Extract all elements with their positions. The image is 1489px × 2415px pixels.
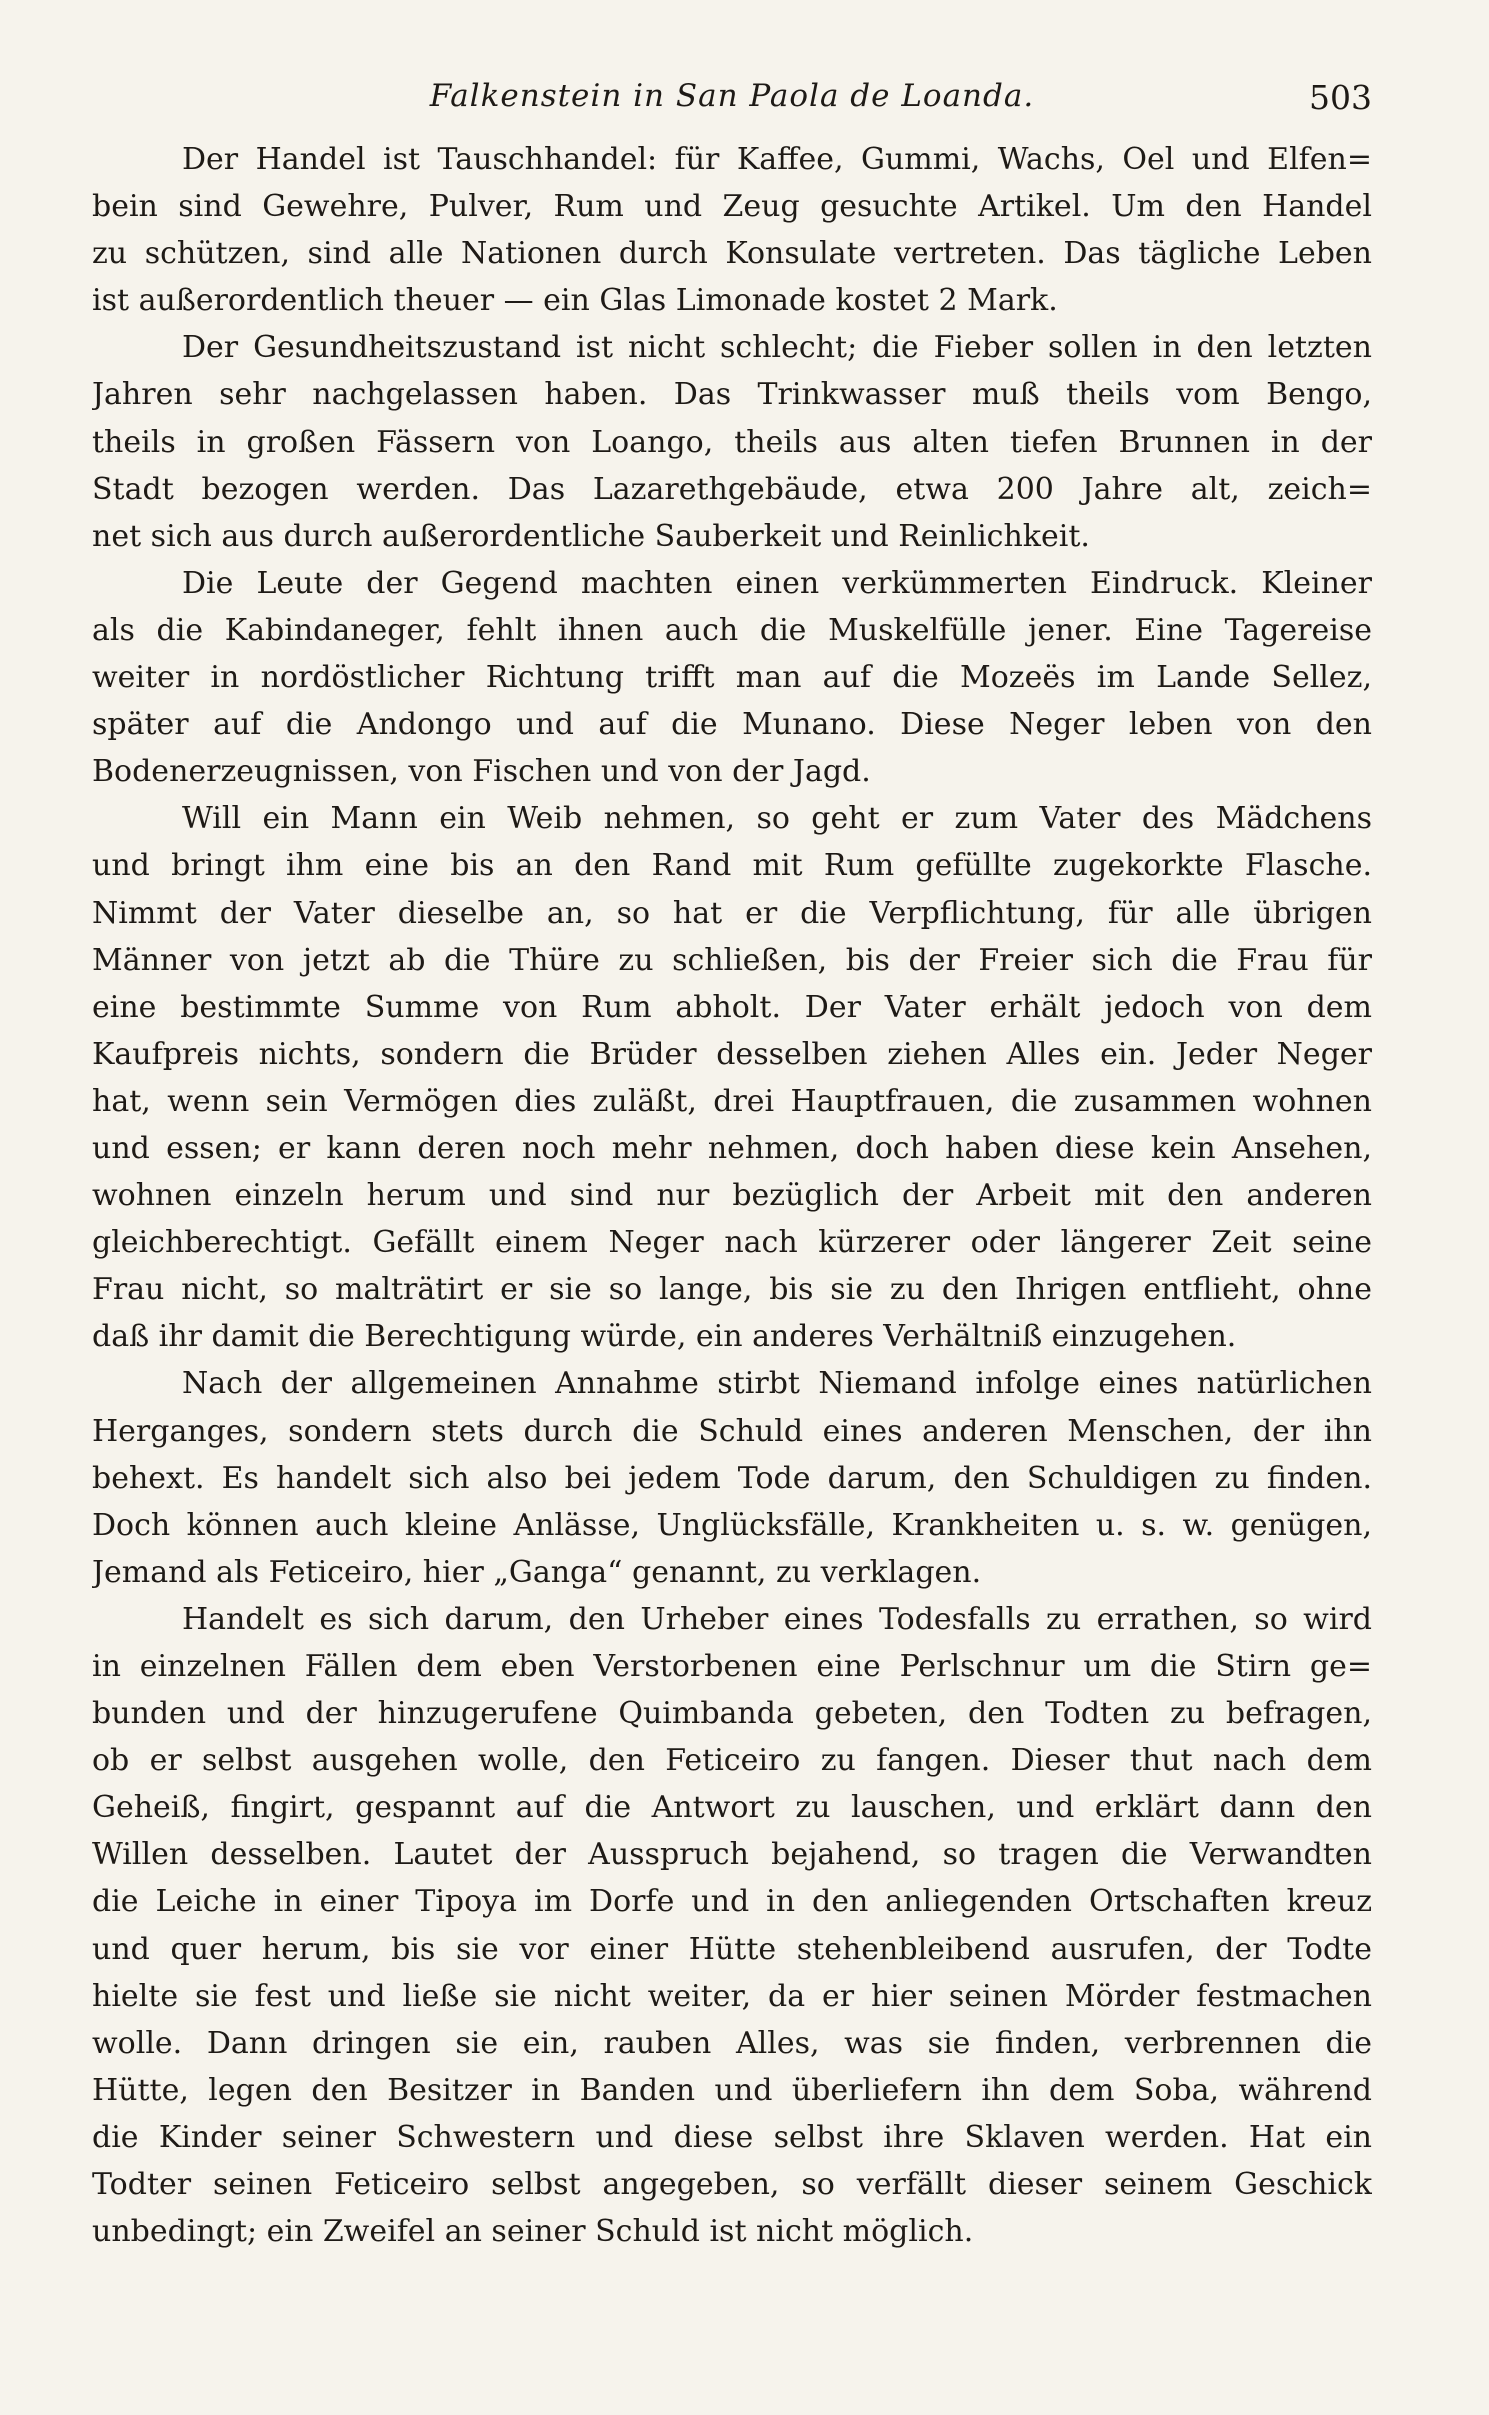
text-line: Die Leute der Gegend machten einen verkümmerten Eindruck. Kleiner: [182, 565, 1372, 601]
text-line: gleichberechtigt. Gefällt einem Neger nach kürzerer oder längerer Zeit seine: [92, 1225, 1372, 1261]
text-line: wohnen einzeln herum und sind nur bezüglich der Arbeit mit den anderen: [92, 1178, 1372, 1214]
text-line: Kaufpreis nichts, sondern die Brüder desselben ziehen Alles ein. Jeder Neger: [92, 1036, 1372, 1072]
text-line: später auf die Andongo und auf die Munano. Diese Neger leben von den: [92, 707, 1372, 743]
page-number: 503: [1309, 78, 1372, 117]
text-line: Jemand als Feticeiro, hier „Ganga“ genannt, zu verklagen.: [92, 1554, 982, 1590]
text-line: Frau nicht, so malträtirt er sie so lange, bis sie zu den Ihrigen entflieht, ohne: [92, 1272, 1372, 1308]
text-line: die Leiche in einer Tipoya im Dorfe und in den anliegenden Ortschaften kreuz: [92, 1884, 1372, 1920]
text-line: und essen; er kann deren noch mehr nehmen, doch haben diese kein Ansehen,: [92, 1130, 1372, 1166]
text-line: bunden und der hinzugerufene Quimbanda gebeten, den Todten zu befragen,: [92, 1696, 1372, 1732]
text-line: net sich aus durch außerordentliche Sauberkeit und Reinlichkeit.: [92, 518, 1090, 554]
text-line: Männer von jetzt ab die Thüre zu schließen, bis der Freier sich die Frau für: [92, 942, 1372, 978]
text-line: theils in großen Fässern von Loango, theils aus alten tiefen Brunnen in der: [92, 424, 1372, 460]
text-line: Hütte, legen den Besitzer in Banden und überliefern ihn dem Soba, während: [92, 2072, 1372, 2108]
running-head: [92, 78, 1372, 128]
text-line: hat, wenn sein Vermögen dies zuläßt, drei Hauptfrauen, die zusammen wohnen: [92, 1083, 1372, 1119]
text-line: Handelt es sich darum, den Urheber eines Todesfalls zu errathen, so wird: [182, 1601, 1372, 1637]
text-line: und quer herum, bis sie vor einer Hütte stehenbleibend ausrufen, der Todte: [92, 1931, 1372, 1967]
text-line: unbedingt; ein Zweifel an seiner Schuld ist nicht möglich.: [92, 2214, 974, 2250]
text-line: die Kinder seiner Schwestern und diese selbst ihre Sklaven werden. Hat ein: [92, 2119, 1372, 2155]
text-line: daß ihr damit die Berechtigung würde, ein anderes Verhältniß einzugehen.: [92, 1319, 1237, 1355]
text-line: behext. Es handelt sich also bei jedem Tode darum, den Schuldigen zu finden.: [92, 1460, 1372, 1496]
text-line: Nach der allgemeinen Annahme stirbt Niemand infolge eines natürlichen: [182, 1366, 1372, 1402]
text-line: Stadt bezogen werden. Das Lazarethgebäude, etwa 200 Jahre alt, zeich=: [92, 471, 1372, 507]
text-line: eine bestimmte Summe von Rum abholt. Der Vater erhält jedoch von dem: [92, 989, 1372, 1025]
text-line: Willen desselben. Lautet der Ausspruch bejahend, so tragen die Verwandten: [92, 1837, 1372, 1873]
text-line: wolle. Dann dringen sie ein, rauben Alles, was sie finden, verbrennen die: [92, 2025, 1372, 2061]
text-line: Bodenerzeugnissen, von Fischen und von der Jagd.: [92, 754, 871, 790]
text-line: und bringt ihm eine bis an den Rand mit Rum gefüllte zugekorkte Flasche.: [92, 848, 1372, 884]
text-line: Der Gesundheitszustand ist nicht schlecht; die Fieber sollen in den letzten: [182, 330, 1372, 366]
text-line: Jahren sehr nachgelassen haben. Das Trinkwasser muß theils vom Bengo,: [92, 377, 1372, 413]
text-line: ob er selbst ausgehen wolle, den Feticeiro zu fangen. Dieser thut nach dem: [92, 1743, 1372, 1779]
text-line: Herganges, sondern stets durch die Schuld eines anderen Menschen, der ihn: [92, 1413, 1372, 1449]
text-line: bein sind Gewehre, Pulver, Rum und Zeug gesuchte Artikel. Um den Handel: [92, 189, 1372, 225]
text-line: hielte sie fest und ließe sie nicht weiter, da er hier seinen Mörder festmachen: [92, 1978, 1372, 2014]
text-line: Will ein Mann ein Weib nehmen, so geht er zum Vater des Mädchens: [182, 801, 1372, 837]
text-line: Todter seinen Feticeiro selbst angegeben, so verfällt dieser seinem Geschick: [92, 2167, 1372, 2203]
text-line: zu schützen, sind alle Nationen durch Konsulate vertreten. Das tägliche Leben: [92, 236, 1372, 272]
text-line: Der Handel ist Tauschhandel: für Kaffee, Gummi, Wachs, Oel und Elfen=: [182, 142, 1372, 177]
text-line: Geheiß, fingirt, gespannt auf die Antwort zu lauschen, und erklärt dann den: [92, 1790, 1372, 1826]
running-title: Falkenstein in San Paola de Loanda.: [429, 78, 1035, 114]
body-text: [92, 136, 1372, 2255]
text-line: als die Kabindaneger, fehlt ihnen auch die Muskelfülle jener. Eine Tagereise: [92, 612, 1372, 648]
text-line: weiter in nordöstlicher Richtung trifft man auf die Mozeës im Lande Sellez,: [92, 660, 1372, 696]
text-line: Nimmt der Vater dieselbe an, so hat er die Verpflichtung, für alle übrigen: [92, 895, 1372, 931]
text-line: Doch können auch kleine Anlässe, Unglücksfälle, Krankheiten u. s. w. genügen,: [92, 1507, 1372, 1543]
text-line: in einzelnen Fällen dem eben Verstorbenen eine Perlschnur um die Stirn ge=: [92, 1649, 1372, 1684]
text-line: ist außerordentlich theuer — ein Glas Limonade kostet 2 Mark.: [92, 283, 1058, 319]
